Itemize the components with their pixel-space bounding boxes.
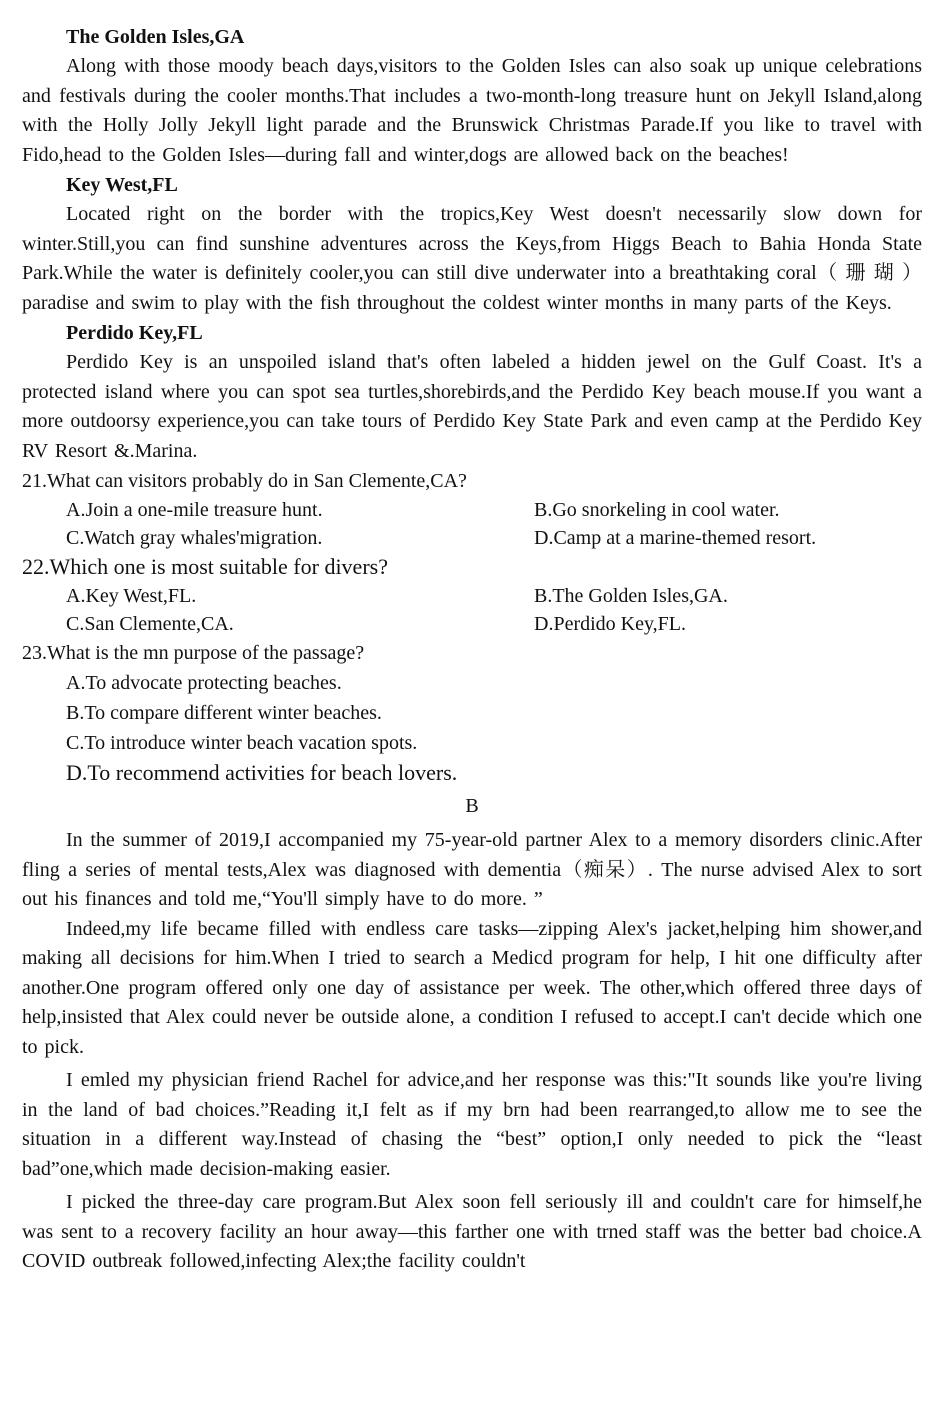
question-22: 22.Which one is most suitable for divers?	[22, 554, 388, 579]
paragraph-b-4: I picked the three-day care program.But Alex soon fell seriously ill and couldn't care for himself,he was sent to a recovery facility an hour away—this farther one with trned staff was the better bad choice.A COVID outbreak followed,infecting Alex;the facility couldn't	[22, 1191, 922, 1272]
question-23: 23.What is the mn purpose of the passage?	[22, 642, 365, 664]
paragraph-perdido-key: Perdido Key is an unspoiled island that's often labeled a hidden jewel on the Gulf Coast. It's a protected island where you can spot sea turtles,shorebirds,and the Perdido Key beach mouse.If you want a more outdoorsy experience,you can take tours of Perdido Key State Park and even camp at the Perdido Key RV Resort &.Marina.	[22, 351, 922, 462]
document-page	[22, 22, 922, 1277]
option-21-b: B.Go snorkeling in cool water.	[534, 499, 780, 521]
options-22	[22, 582, 922, 638]
paragraph-b-3: I emled my physician friend Rachel for advice,and her response was this:"It sounds like you're living in the land of bad choices.”Reading it,I felt as if my brn had been rearranged,to allow me to see the situation in a different way.Instead of chasing the “best” option,I only needed to pick the “least bad”one,which made decision-making easier.	[22, 1069, 922, 1180]
option-22-d: D.Perdido Key,FL.	[534, 613, 687, 635]
question-21: 21.What can visitors probably do in San Clemente,CA?	[22, 470, 467, 492]
options-21	[22, 496, 922, 552]
option-23-b: B.To compare different winter beaches.	[66, 702, 382, 724]
option-23-d: D.To recommend activities for beach lovers.	[66, 760, 458, 785]
heading-perdido-key: Perdido Key,FL	[66, 322, 203, 344]
paragraph-golden-isles: Along with those moody beach days,visitors to the Golden Isles can also soak up unique celebrations and festivals during the cooler months.That includes a two-month-long treasure hunt on Jekyll Island,along with the Holly Jolly Jekyll light parade and the Brunswick Christmas Parade.If you like to travel with Fido,head to the Golden Isles—during fall and winter,dogs are allowed back on the beaches!	[22, 55, 922, 166]
option-22-a: A.Key West,FL.	[66, 585, 197, 607]
option-22-c: C.San Clemente,CA.	[66, 613, 234, 635]
option-22-b: B.The Golden Isles,GA.	[534, 585, 728, 607]
option-23-a: A.To advocate protecting beaches.	[66, 672, 342, 694]
paragraph-key-west: Located right on the border with the tropics,Key West doesn't necessarily slow down for winter.Still,you can find sunshine adventures across the Keys,from Higgs Beach to Bahia Honda State Park.While the water is definitely cooler,you can still dive underwater into a breathtaking coral（ 珊 瑚 ）paradise and swim to play with the fish throughout the coldest winter months in many parts of the Keys.	[22, 203, 922, 314]
paragraph-b-1: In the summer of 2019,I accompanied my 75-year-old partner Alex to a memory disorders clinic.After fling a series of mental tests,Alex was diagnosed with dementia（痴呆）. The nurse advised Alex to sort out his finances and told me,“You'll simply have to do more. ”	[22, 829, 922, 910]
section-letter-b: B	[465, 795, 479, 817]
heading-golden-isles: The Golden Isles,GA	[66, 26, 245, 48]
option-21-a: A.Join a one-mile treasure hunt.	[66, 499, 323, 521]
option-21-d: D.Camp at a marine-themed resort.	[534, 527, 817, 549]
heading-key-west: Key West,FL	[66, 174, 178, 196]
option-21-c: C.Watch gray whales'migration.	[66, 527, 323, 549]
paragraph-b-2: Indeed,my life became filled with endless care tasks—zipping Alex's jacket,helping him shower,and making all decisions for him.When I tried to search a Medicd program for help, I hit one difficulty after another.One program offered only one day of assistance per week. The other,which offered three days of help,insisted that Alex could never be outside alone, a condition I refused to accept.I can't decide which one to pick.	[22, 917, 922, 1058]
option-23-c: C.To introduce winter beach vacation spots.	[66, 732, 418, 754]
